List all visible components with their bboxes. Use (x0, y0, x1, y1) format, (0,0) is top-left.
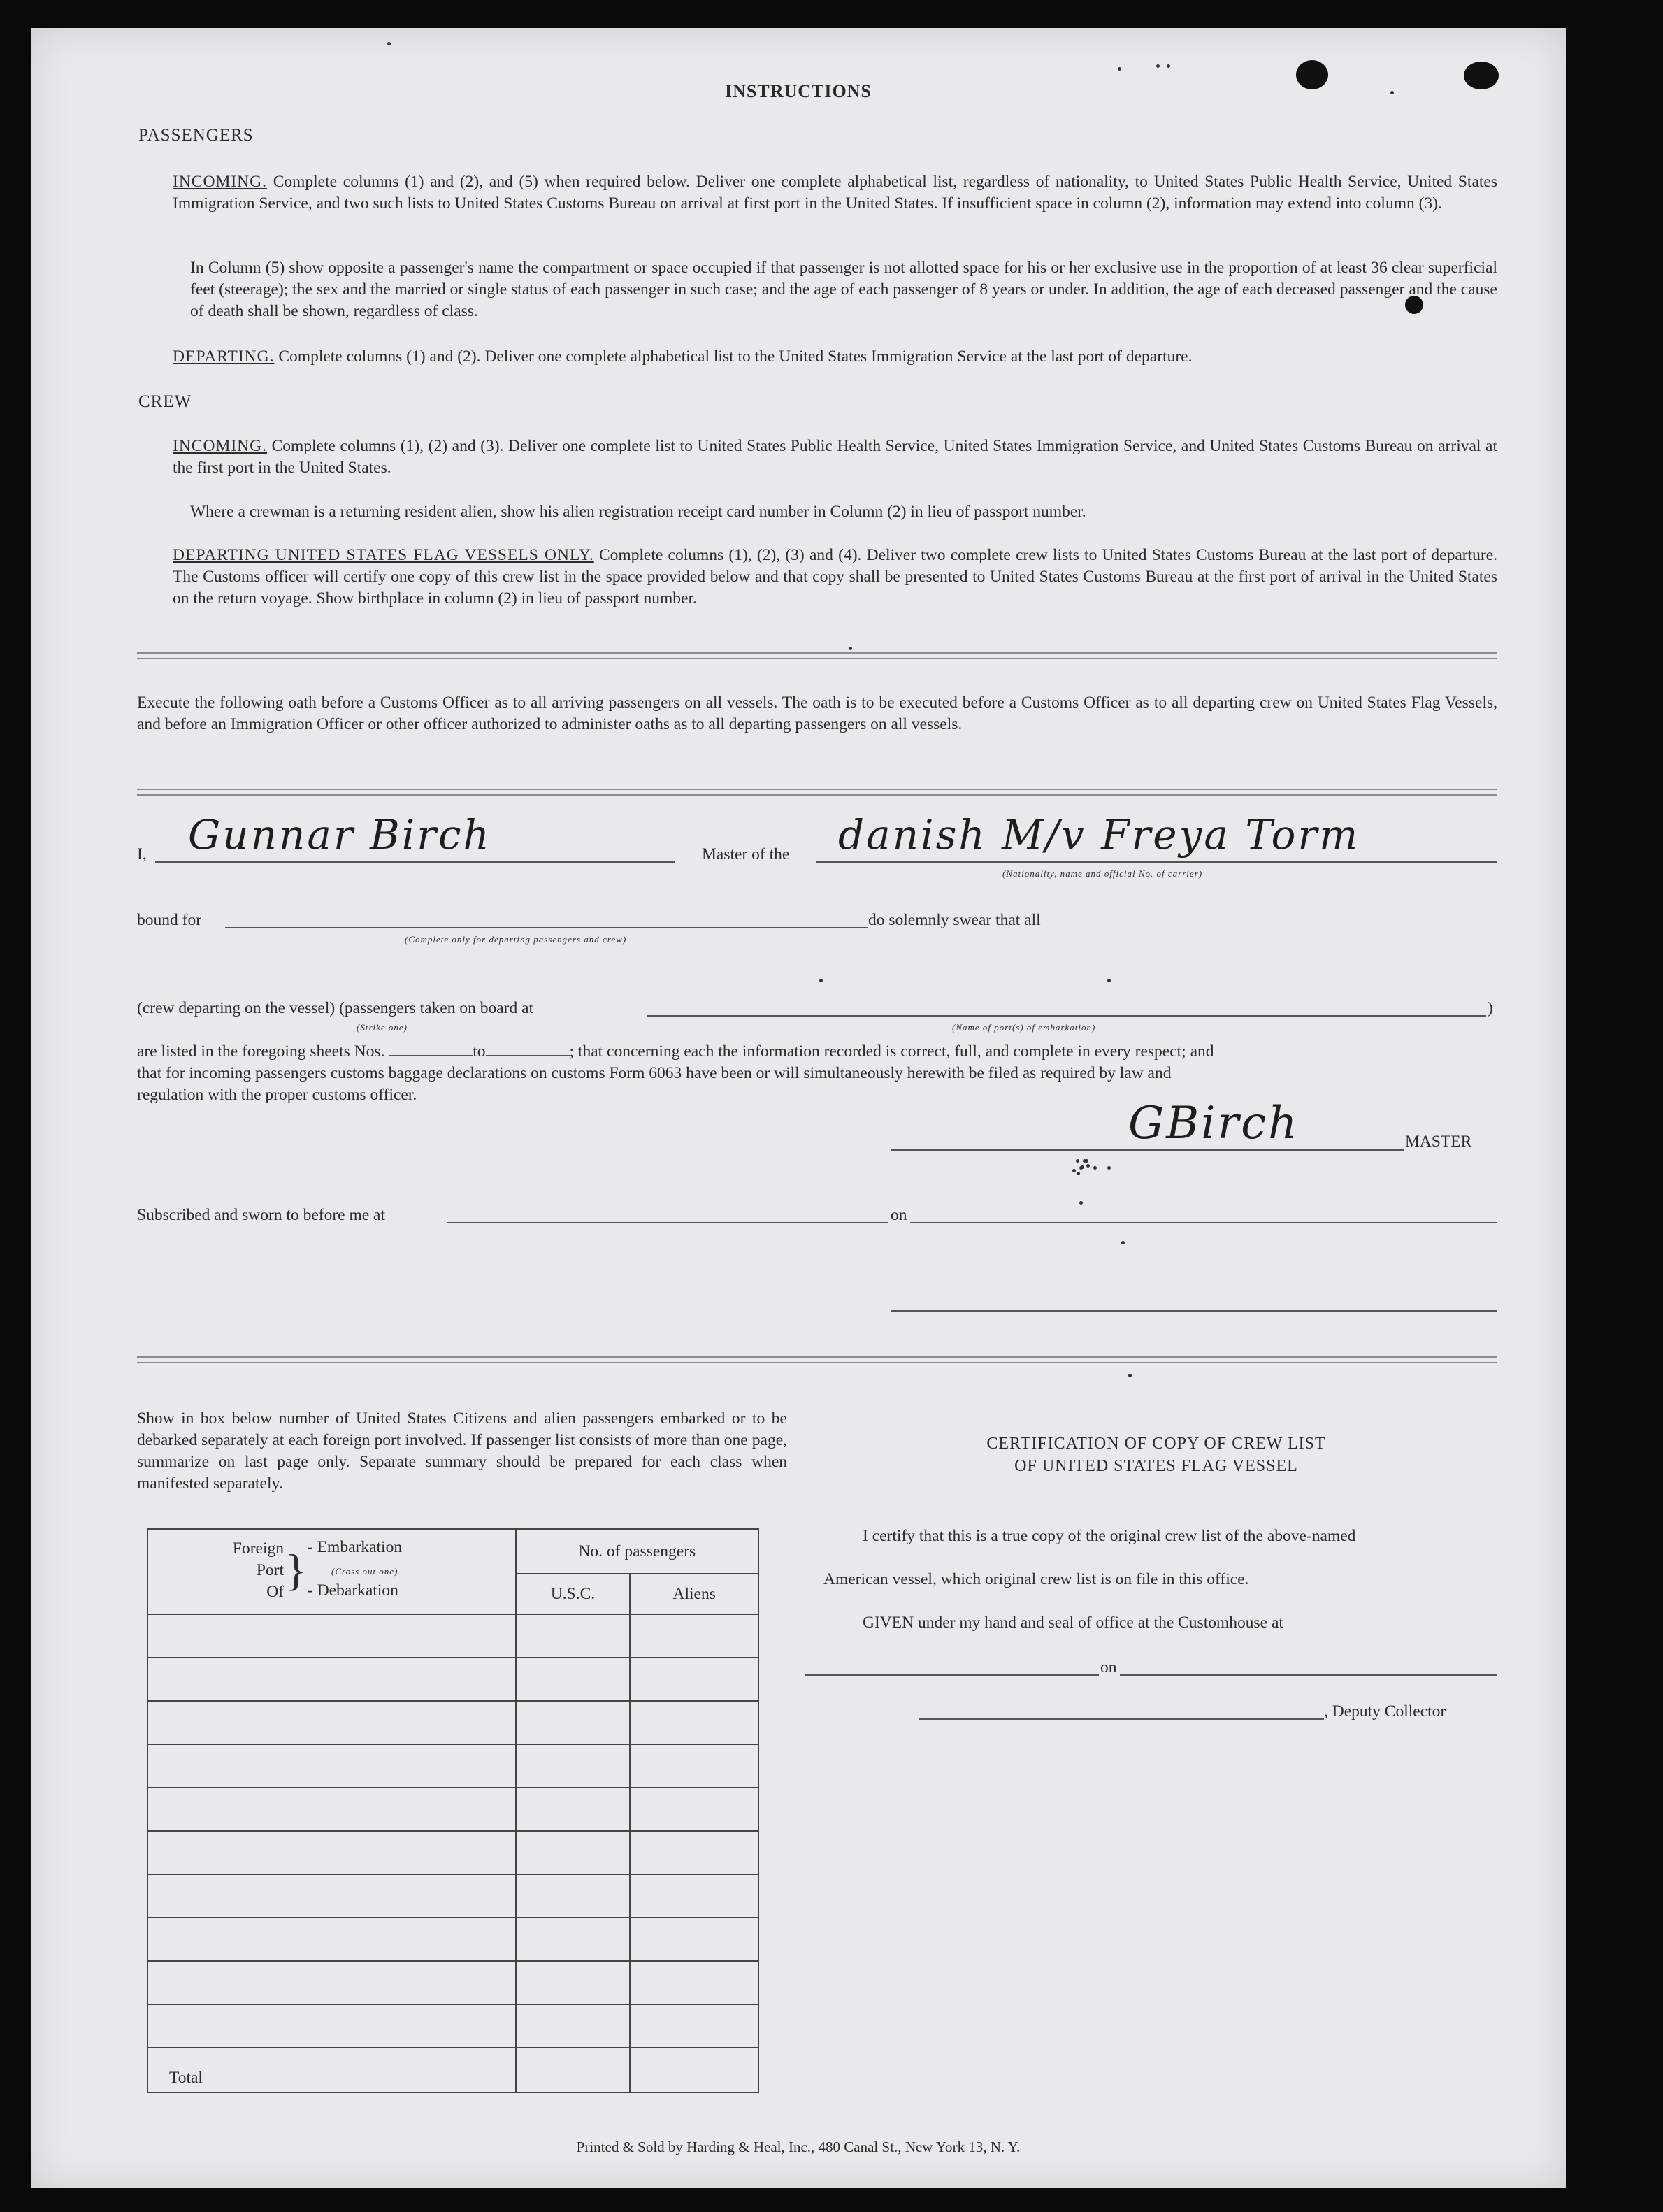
aliens-cell[interactable] (630, 1701, 758, 1744)
port-cell[interactable] (147, 1874, 516, 1918)
usc-total-cell[interactable] (516, 2048, 631, 2092)
master-name-handwritten: Gunnar Birch (188, 811, 491, 859)
port-cell[interactable] (147, 1961, 516, 2004)
certification-line-1: I certify that this is a true copy of the original crew list of the above-named (863, 1527, 1356, 1545)
usc-cell[interactable] (516, 2004, 631, 2048)
customhouse-line (805, 1674, 1099, 1676)
sheet-to-blank (486, 1055, 570, 1056)
aliens-cell[interactable] (630, 1831, 758, 1874)
deputy-collector-label: , Deputy Collector (1324, 1702, 1446, 1721)
passengers-incoming-paragraph (173, 171, 1497, 215)
port-cell[interactable] (147, 1788, 516, 1831)
listed-line-3: regulation with the proper customs officer. (137, 1086, 417, 1104)
aliens-cell[interactable] (630, 1918, 758, 1961)
certification-line-2: American vessel, which original crew list is on file in this office. (823, 1570, 1249, 1588)
printer-credit: Printed & Sold by Harding & Heal, Inc., 480 Canal St., New York 13, N. Y. (576, 2139, 1021, 2155)
cross-out-caption: (Cross out one) (331, 1566, 398, 1577)
port-label: Port (256, 1561, 284, 1579)
aliens-cell[interactable] (630, 1744, 758, 1788)
aliens-total-cell[interactable] (630, 2048, 758, 2092)
deputy-signature-line (919, 1718, 1324, 1720)
bound-for-line (225, 927, 868, 928)
usc-cell[interactable] (516, 1788, 631, 1831)
usc-cell[interactable] (516, 1961, 631, 2004)
listed-suffix: ; that concerning each the information recorded is correct, full, and complete in every respect; and (569, 1042, 1214, 1061)
to-label: to (473, 1042, 486, 1061)
listed-prefix: are listed in the foregoing sheets Nos. (137, 1042, 385, 1061)
embarkation-label: - Embarkation (308, 1538, 403, 1556)
port-cell[interactable] (147, 1831, 516, 1874)
incoming-label: INCOMING. (173, 173, 267, 191)
port-header-cell (147, 1529, 516, 1614)
subscribed-date-line (910, 1222, 1497, 1223)
form-sheet (31, 28, 1566, 2188)
departing-text: Complete columns (1) and (2). Deliver one complete alphabetical list to the United States Immigration Service at the last port of departure. (278, 347, 1193, 366)
no-passengers-header: No. of passengers (516, 1529, 758, 1574)
foreign-label: Foreign (232, 1539, 284, 1558)
aliens-cell[interactable] (630, 1961, 758, 2004)
port-caption: (Name of port(s) of embarkation) (952, 1022, 1096, 1033)
brace: } (285, 1545, 307, 1595)
usc-cell[interactable] (516, 1874, 631, 1918)
usc-cell[interactable] (516, 1658, 631, 1701)
listed-line-2: that for incoming passengers customs baggage declarations on customs Form 6063 have been or will simultaneously herewith be filed as required by law and (137, 1064, 1172, 1082)
certification-title-1: CERTIFICATION OF COPY OF CREW LIST (986, 1435, 1326, 1453)
crew-departing-text: Complete columns (1), (2), (3) and (4). Deliver two complete crew lists to United States Customs Bureau at the last port of departure. The Customs officer will certify one copy of this crew list in the space provided below and that copy shall be presented to United States Customs Bureau at the first port of arrival in the United States on the return voyage. Show birthplace in column (2) in lieu of passport number. (173, 546, 1497, 608)
divider (137, 1356, 1497, 1363)
usc-cell[interactable] (516, 1701, 631, 1744)
crew-departing-label: DEPARTING UNITED STATES FLAG VESSELS ONLY. (173, 546, 594, 564)
crew-incoming-paragraph (173, 436, 1497, 479)
vessel-caption: (Nationality, name and official No. of carrier) (1002, 868, 1203, 879)
master-of-label: Master of the (702, 845, 790, 863)
master-name-line (155, 861, 675, 863)
crew-departing-paragraph (173, 545, 1497, 610)
incoming-text: Complete columns (1) and (2), and (5) when required below. Deliver one complete alphabetical list, regardless of nationality, to United States Public Health Service, United States Immigration Service, and two such lists to United States Customs Bureau on arrival at first port in the United States. If insufficient space in column (2), information may extend into column (3). (173, 173, 1498, 213)
officer-signature-line (891, 1310, 1497, 1312)
aliens-cell[interactable] (630, 1614, 758, 1658)
certification-date-line (1120, 1674, 1497, 1676)
swear-text: do solemnly swear that all (868, 911, 1041, 929)
departing-label: DEPARTING. (173, 347, 275, 366)
master-label: MASTER (1405, 1133, 1472, 1151)
bound-caption: (Complete only for departing passengers and crew) (405, 934, 627, 945)
aliens-cell[interactable] (630, 1658, 758, 1701)
vessel-handwritten: danish M/v Freya Torm (838, 811, 1360, 859)
section-heading-passengers: PASSENGERS (138, 126, 254, 145)
divider (137, 652, 1497, 659)
debarkation-label: - Debarkation (308, 1581, 398, 1600)
vessel-line (816, 861, 1497, 863)
passenger-summary-table (147, 1528, 759, 2093)
port-cell[interactable] (147, 1744, 516, 1788)
port-cell[interactable] (147, 1658, 516, 1701)
crew-resident-paragraph: Where a crewman is a returning resident alien, show his alien registration receipt card number in Column (2) in lieu of passport number. (190, 503, 1086, 521)
crew-incoming-text: Complete columns (1), (2) and (3). Deliver one complete list to United States Public Health Service, United States Immigration Service, and United States Customs Bureau on arrival at the first port in the United States. (173, 437, 1497, 477)
column5-paragraph: In Column (5) show opposite a passenger's name the compartment or space occupied if that passenger is not allotted space for his or her exclusive use in the proportion of at least 36 clear superficial feet (steerage); the sex and the married or single status of each passenger in such case; and the age of each passenger of 8 years or under. In addition, the age of each deceased passenger and the cause of death shall be shown, regardless of class. (190, 259, 1497, 320)
summary-text: Show in box below number of United States Citizens and alien passengers embarked or to be debarked separately at each foreign port involved. If passenger list consists of more than one page, summarize on last page only. Separate summary should be prepared for each class when manifested separately. (137, 1409, 787, 1493)
divider (137, 789, 1497, 796)
signature-line (891, 1149, 1404, 1151)
certification-title-2: OF UNITED STATES FLAG VESSEL (1014, 1457, 1298, 1475)
port-line (647, 1015, 1486, 1017)
i-label: I, (137, 845, 147, 863)
total-label: Total (147, 2048, 516, 2092)
listed-line-1 (137, 1041, 1497, 1063)
port-cell[interactable] (147, 1918, 516, 1961)
section-heading-crew: CREW (138, 392, 192, 411)
strike-caption: (Strike one) (357, 1022, 408, 1033)
close-paren: ) (1488, 999, 1493, 1017)
subscribed-label: Subscribed and sworn to before me at (137, 1206, 386, 1224)
usc-cell[interactable] (516, 1918, 631, 1961)
certification-line-3: GIVEN under my hand and seal of office at the Customhouse at (863, 1614, 1283, 1632)
bound-for-label: bound for (137, 911, 202, 929)
aliens-header: Aliens (630, 1574, 758, 1614)
crew-departing-text: (crew departing on the vessel) (passengers taken on board at (137, 999, 534, 1017)
subscribed-place-line (447, 1222, 888, 1223)
usc-cell[interactable] (516, 1614, 631, 1658)
passengers-departing-paragraph (173, 346, 1497, 368)
sheet-from-blank (389, 1055, 473, 1056)
port-cell[interactable] (147, 2004, 516, 2048)
usc-header: U.S.C. (516, 1574, 631, 1614)
port-stack (221, 1538, 284, 1603)
port-cell[interactable] (147, 1614, 516, 1658)
usc-cell[interactable] (516, 1744, 631, 1788)
aliens-cell[interactable] (630, 1788, 758, 1831)
oath-intro: Execute the following oath before a Customs Officer as to all arriving passengers on all vessels. The oath is to be executed before a Customs Officer as to all departing crew on United States Flag Vessels, and before an Immigration Officer or other officer authorized to administer oaths as to all departing passengers on all vessels. (137, 694, 1497, 733)
usc-cell[interactable] (516, 1831, 631, 1874)
master-signature: GBirch (1128, 1098, 1300, 1149)
crew-incoming-label: INCOMING. (173, 437, 267, 455)
of-label: Of (266, 1583, 284, 1601)
certification-on-label: on (1100, 1658, 1117, 1676)
aliens-cell[interactable] (630, 2004, 758, 2048)
subscribed-on-label: on (891, 1206, 907, 1224)
page-title: INSTRUCTIONS (725, 81, 872, 101)
port-cell[interactable] (147, 1701, 516, 1744)
aliens-cell[interactable] (630, 1874, 758, 1918)
